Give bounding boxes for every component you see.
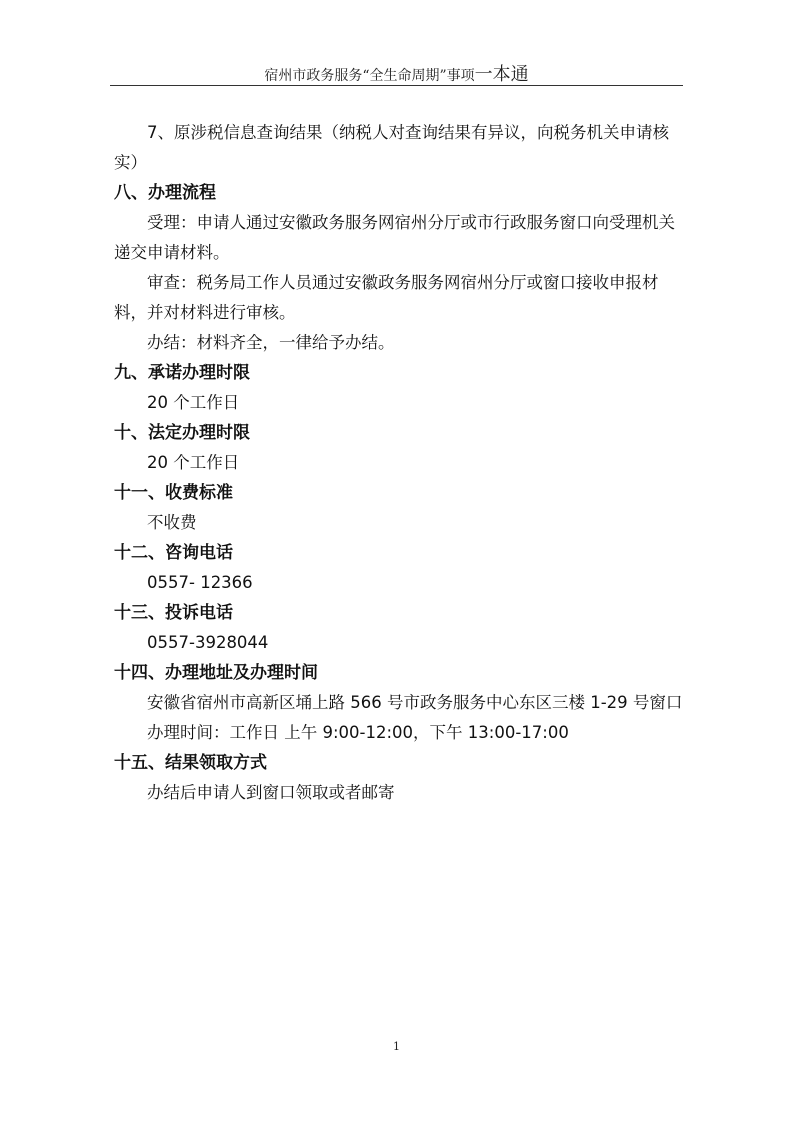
header-rule (110, 85, 683, 86)
section-14-address: 安徽省宿州市高新区埇上路 566 号市政务服务中心东区三楼 1-29 号窗口 (147, 693, 683, 712)
section-14-hours: 办理时间：工作日 上午 9:00-12:00，下午 13:00-17:00 (147, 723, 569, 742)
section-15-value: 办结后申请人到窗口领取或者邮寄 (147, 783, 395, 802)
page-header (0, 60, 793, 86)
section-10-value: 20 个工作日 (147, 453, 240, 472)
page-number: 1 (393, 1040, 400, 1053)
section-11-value: 不收费 (147, 513, 197, 532)
section-8-heading: 八、办理流程 (114, 183, 216, 203)
header-title-tail: 一本通 (474, 64, 529, 85)
document-body (114, 118, 684, 808)
section-8-review: 审查：税务局工作人员通过安徽政务服务网宿州分厅或窗口接收申报材料，并对材料进行审核。 (114, 273, 659, 322)
section-8-accept: 受理：申请人通过安徽政务服务网宿州分厅或市行政服务窗口向受理机关递交申请材料。 (114, 213, 675, 262)
section-13-value: 0557-3928044 (147, 633, 269, 652)
section-13-heading: 十三、投诉电话 (114, 603, 233, 623)
section-12-heading: 十二、咨询电话 (114, 543, 233, 563)
section-10-heading: 十、法定办理时限 (114, 423, 250, 443)
section-15-heading: 十五、结果领取方式 (114, 753, 267, 773)
section-12-value: 0557- 12366 (147, 573, 253, 592)
header-title: 宿州市政务服务“全生命周期”事项 (264, 68, 475, 84)
section-8-finish: 办结：材料齐全，一律给予办结。 (147, 333, 395, 352)
section-9-heading: 九、承诺办理时限 (114, 363, 250, 383)
section-11-heading: 十一、收费标准 (114, 483, 233, 503)
section-9-value: 20 个工作日 (147, 393, 240, 412)
item-7: 7、原涉税信息查询结果（纳税人对查询结果有异议，向税务机关申请核实） (114, 123, 669, 172)
section-14-heading: 十四、办理地址及办理时间 (114, 663, 318, 683)
